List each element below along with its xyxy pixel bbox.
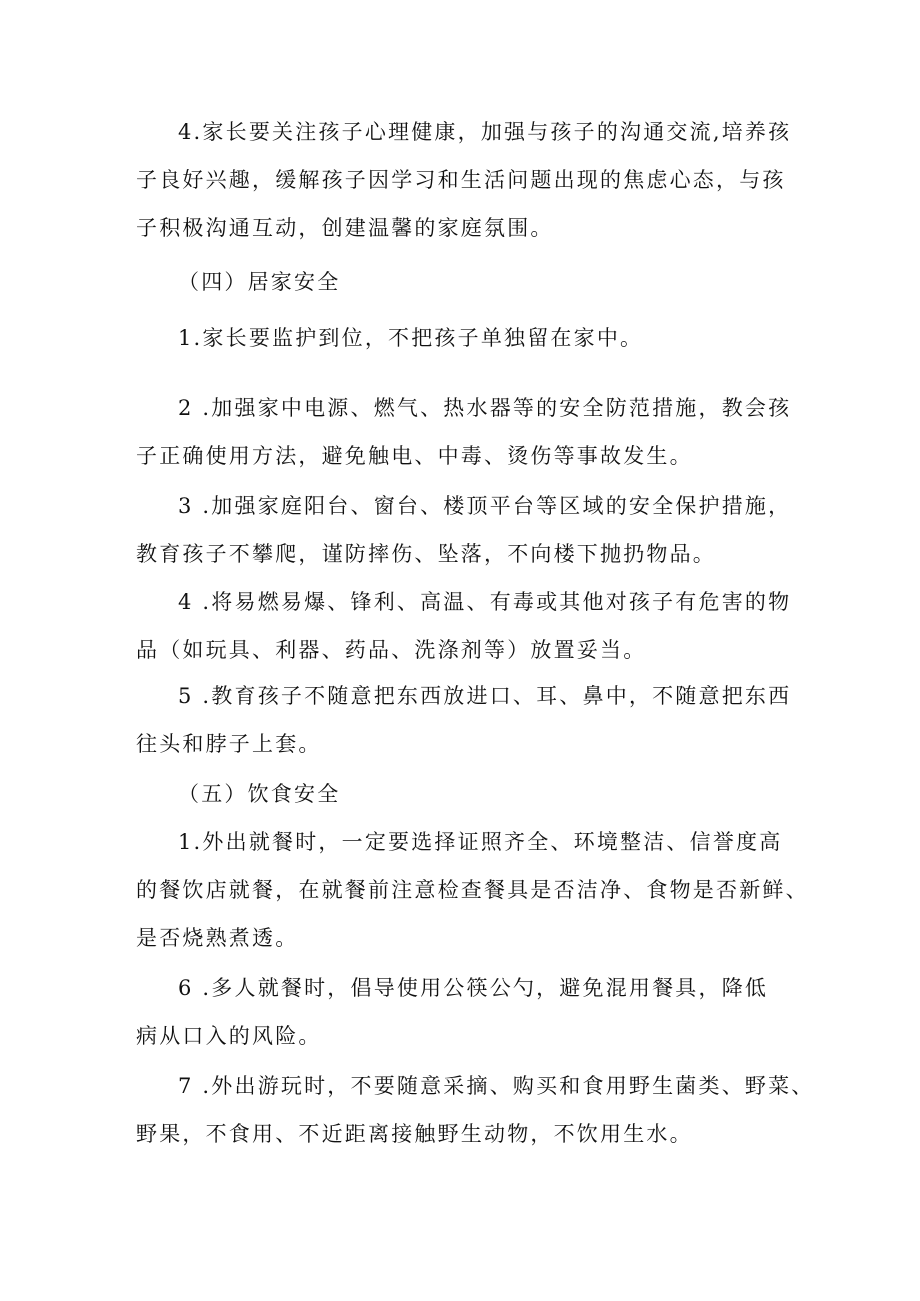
text-line: 野果，不食用、不近距离接触野生动物，不饮用生水。: [136, 1122, 693, 1146]
section-heading-home-safety: （四）居家安全: [178, 270, 341, 294]
text-line: 1.家长要监护到位，不把孩子单独留在家中。: [178, 326, 644, 350]
text-line: 往头和脖子上套。: [136, 732, 322, 756]
paragraph-home-safety-1: [136, 314, 808, 362]
text-line: 病从口入的风险。: [136, 1024, 322, 1048]
text-line: 子正确使用方法，避免触电、中毒、烫伤等事故发生。: [136, 444, 693, 468]
text-line: 6 .多人就餐时，倡导使用公筷公勺，避免混用餐具，降低: [178, 976, 769, 1000]
text-line: 子积极沟通互动，创建温馨的家庭氛围。: [136, 216, 554, 240]
text-line: 5 .教育孩子不随意把东西放进口、耳、鼻中，不随意把东西: [178, 684, 792, 708]
text-line: 3 .加强家庭阳台、窗台、楼顶平台等区域的安全保护措施，: [178, 494, 792, 518]
text-line: 2 .加强家中电源、燃气、热水器等的安全防范措施，教会孩: [178, 396, 792, 420]
section-heading-food-safety: （五）饮食安全: [178, 782, 341, 806]
text-line: 1.外出就餐时，一定要选择证照齐全、环境整洁、信誉度高: [178, 830, 783, 854]
paragraph-home-safety-3: [136, 482, 808, 578]
text-line: 是否烧熟煮透。: [136, 926, 299, 950]
text-line: 子良好兴趣，缓解孩子因学习和生活问题出现的焦虑心态，与孩: [136, 168, 786, 192]
text-line: 的餐饮店就餐，在就餐前注意检查餐具是否洁净、食物是否新鲜、: [136, 878, 809, 902]
text-line: 4 .将易燃易爆、锋利、高温、有毒或其他对孩子有危害的物: [178, 590, 792, 614]
paragraph-family-mental-health: [136, 108, 808, 252]
text-line: 教育孩子不攀爬，谨防摔伤、坠落，不向楼下抛扔物品。: [136, 542, 716, 566]
paragraph-food-safety-6: [136, 964, 808, 1060]
text-line: 4.家长要关注孩子心理健康，加强与孩子的沟通交流,培养孩: [178, 120, 792, 144]
paragraph-home-safety-2: [136, 384, 808, 480]
paragraph-home-safety-5: [136, 672, 808, 768]
paragraph-food-safety-1: [136, 818, 808, 962]
paragraph-food-safety-7: [136, 1062, 815, 1158]
text-line: 品（如玩具、利器、药品、洗涤剂等）放置妥当。: [136, 638, 647, 662]
paragraph-home-safety-4: [136, 578, 808, 674]
text-line: 7 .外出游玩时，不要随意采摘、购买和食用野生菌类、野菜、: [178, 1074, 815, 1098]
